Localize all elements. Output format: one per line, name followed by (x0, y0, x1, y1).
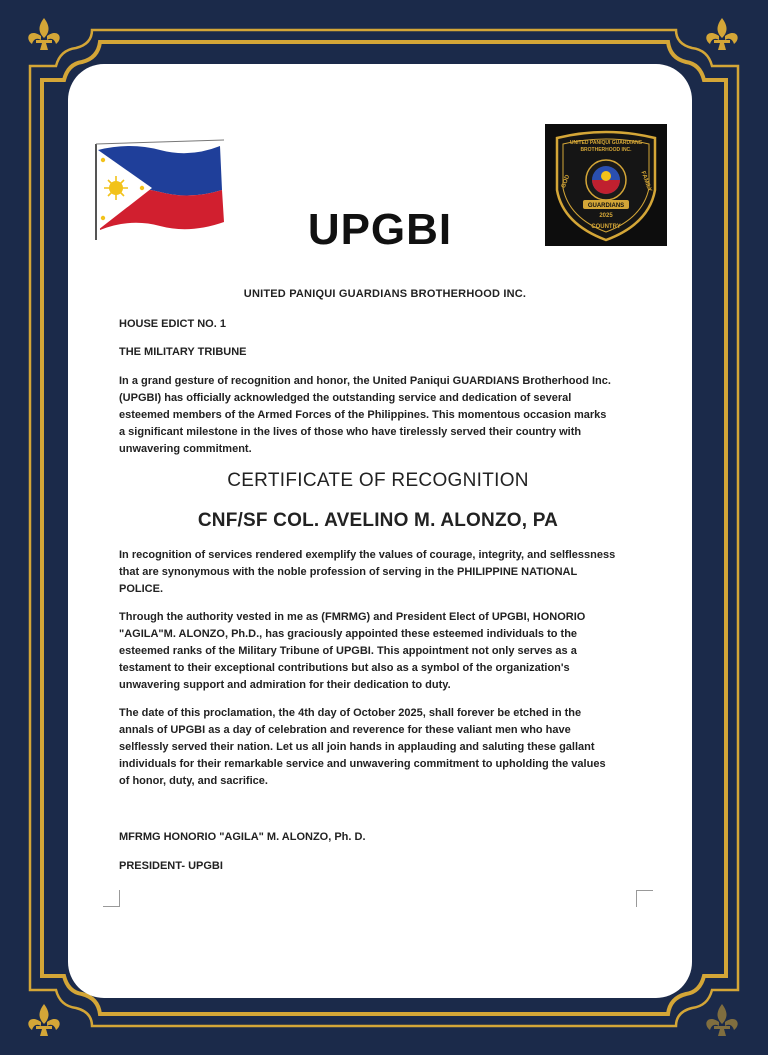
paragraph-line: esteemed ranks of the Military Tribune of UPGBI. This appointment not only serves as a (119, 645, 577, 657)
paragraph-line: of honor, duty, and sacrifice. (119, 775, 268, 787)
edict-subject: THE MILITARY TRIBUNE (119, 346, 247, 358)
page-title: UPGBI (307, 205, 453, 254)
signatory-position: PRESIDENT- UPGBI (119, 860, 223, 872)
seal-text-left: GOD (560, 174, 572, 190)
paragraph-line: In recognition of services rendered exemplify the values of courage, integrity, and selflessness (119, 549, 616, 561)
intro-line: unwavering commitment. (119, 443, 252, 455)
seal-text-top: UNITED PANIQUI GUARDIANS (569, 140, 643, 146)
certificate-title: CERTIFICATE OF RECOGNITION (227, 470, 529, 491)
paragraph-line: testament to their exceptional contributions but also as a symbol of the organization's (119, 662, 570, 674)
edict-number: HOUSE EDICT NO. 1 (119, 318, 226, 330)
intro-paragraph (119, 373, 639, 458)
paragraph-line: POLICE. (119, 583, 164, 595)
crop-mark (103, 890, 120, 907)
paragraph-line: unwavering support and admiration for their dedication to duty. (119, 679, 451, 691)
intro-line: In a grand gesture of recognition and honor, the United Paniqui GUARDIANS Brotherhood Inc. (119, 375, 611, 387)
intro-line: (UPGBI) has officially acknowledged the outstanding service and dedication of several (119, 392, 572, 404)
paragraph-line: Through the authority vested in me as (FMRMG) and President Elect of UPGBI, HONORIO (119, 611, 586, 623)
seal-banner-text: GUARDIANS (587, 203, 625, 209)
organization-name: UNITED PANIQUI GUARDIANS BROTHERHOOD INC. (243, 288, 527, 300)
intro-line: a significant milestone in the lives of those who have tirelessly served their country with (119, 426, 582, 438)
seal-text-right: FAMILY (639, 170, 653, 193)
recognition-paragraph (119, 547, 639, 598)
proclamation-paragraph (119, 705, 639, 790)
signatory-name: MFRMG HONORIO "AGILA" M. ALONZO, Ph. D. (119, 831, 366, 843)
authority-paragraph (119, 609, 639, 694)
upgbi-guardians-seal (545, 124, 667, 246)
crop-mark (636, 890, 653, 907)
paragraph-line: The date of this proclamation, the 4th day of October 2025, shall forever be etched in the (119, 707, 582, 719)
paragraph-line: that are synonymous with the noble profession of serving in the PHILIPPINE NATIONAL (119, 566, 578, 578)
seal-text-top2: BROTHERHOOD INC. (580, 147, 632, 153)
philippine-flag-icon (90, 138, 230, 242)
paragraph-line: individuals for their remarkable service and unwavering commitment to upholding the values (119, 758, 606, 770)
paragraph-line: "AGILA"M. ALONZO, Ph.D., has graciously appointed these esteemed individuals to the (119, 628, 578, 640)
seal-text-bottom: COUNTRY (591, 224, 621, 230)
paragraph-line: annals of UPGBI as a day of celebration and reverence for these valiant men who have (119, 724, 571, 736)
paragraph-line: selflessly served their nation. Let us all join hands in applauding and saluting these gallant (119, 741, 595, 753)
honoree-name: CNF/SF COL. AVELINO M. ALONZO, PA (197, 510, 559, 531)
seal-year: 2025 (599, 213, 613, 219)
intro-line: esteemed members of the Armed Forces of the Philippines. This momentous occasion marks (119, 409, 607, 421)
